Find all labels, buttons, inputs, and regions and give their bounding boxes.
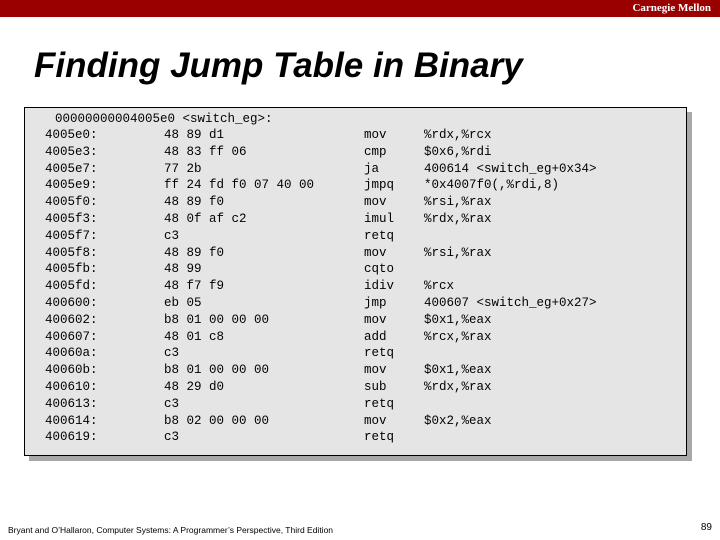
machine-bytes: 48 0f af c2 xyxy=(164,211,247,226)
instruction: mov xyxy=(364,413,387,428)
machine-bytes: 48 01 c8 xyxy=(164,329,225,344)
machine-bytes: b8 01 00 00 00 xyxy=(164,312,270,327)
operands: 400607 <switch_eg+0x27> xyxy=(424,295,597,310)
code-row xyxy=(25,413,686,430)
operands: $0x2,%eax xyxy=(424,413,492,428)
code-row xyxy=(25,245,686,262)
machine-bytes: 77 2b xyxy=(164,161,202,176)
machine-bytes: 48 89 f0 xyxy=(164,195,225,210)
machine-bytes: 48 83 ff 06 xyxy=(164,144,247,159)
instruction: sub xyxy=(364,379,387,394)
code-row xyxy=(25,295,686,312)
address: 400610: xyxy=(45,379,98,394)
instruction: jmp xyxy=(364,295,387,310)
machine-bytes: c3 xyxy=(164,228,180,243)
machine-bytes: c3 xyxy=(164,396,180,411)
address: 40060a: xyxy=(45,346,98,361)
machine-bytes: 48 99 xyxy=(164,262,202,277)
machine-bytes: c3 xyxy=(164,430,180,445)
operands: %rsi,%rax xyxy=(424,245,492,260)
code-row xyxy=(25,228,686,245)
machine-bytes: b8 01 00 00 00 xyxy=(164,363,270,378)
code-row xyxy=(25,396,686,413)
address: 4005fd: xyxy=(45,279,98,294)
machine-bytes: 48 f7 f9 xyxy=(164,279,225,294)
operands: %rdx,%rax xyxy=(424,379,492,394)
address: 400613: xyxy=(45,396,98,411)
disassembly-rows xyxy=(25,127,686,446)
code-row xyxy=(25,144,686,161)
machine-bytes: 48 89 f0 xyxy=(164,245,225,260)
brand-label: Carnegie Mellon xyxy=(632,2,711,14)
address: 400607: xyxy=(45,329,98,344)
address: 4005fb: xyxy=(45,262,98,277)
header-bar xyxy=(0,0,720,17)
operands: %rcx,%rax xyxy=(424,329,492,344)
operands: $0x1,%eax xyxy=(424,363,492,378)
address: 400619: xyxy=(45,430,98,445)
machine-bytes: ff 24 fd f0 07 40 00 xyxy=(164,178,315,193)
code-row xyxy=(25,127,686,144)
code-row xyxy=(25,261,686,278)
instruction: mov xyxy=(364,363,387,378)
code-row xyxy=(25,329,686,346)
code-row xyxy=(25,177,686,194)
instruction: retq xyxy=(364,430,395,445)
code-row xyxy=(25,194,686,211)
address: 4005e9: xyxy=(45,178,98,193)
address: 4005f0: xyxy=(45,195,98,210)
operands: 400614 <switch_eg+0x34> xyxy=(424,161,597,176)
operands: %rdx,%rcx xyxy=(424,128,492,142)
instruction: retq xyxy=(364,346,395,361)
machine-bytes: 48 89 d1 xyxy=(164,128,225,142)
instruction: mov xyxy=(364,312,387,327)
operands: $0x6,%rdi xyxy=(424,144,492,159)
address: 4005f8: xyxy=(45,245,98,260)
code-listing xyxy=(24,107,687,456)
instruction: mov xyxy=(364,245,387,260)
machine-bytes: eb 05 xyxy=(164,295,202,310)
instruction: mov xyxy=(364,128,387,142)
address: 400600: xyxy=(45,295,98,310)
address: 4005f7: xyxy=(45,228,98,243)
address: 400614: xyxy=(45,413,98,428)
instruction: retq xyxy=(364,396,395,411)
code-row xyxy=(25,312,686,329)
address: 400602: xyxy=(45,312,98,327)
machine-bytes: 48 29 d0 xyxy=(164,379,225,394)
instruction: jmpq xyxy=(364,178,395,193)
machine-bytes: c3 xyxy=(164,346,180,361)
code-row xyxy=(25,379,686,396)
address: 4005e0: xyxy=(45,128,98,142)
footer-citation: Bryant and O’Hallaron, Computer Systems: A Programmer’s Perspective, Third Edition xyxy=(8,525,334,535)
operands: %rsi,%rax xyxy=(424,195,492,210)
instruction: ja xyxy=(364,161,380,176)
address: 4005f3: xyxy=(45,211,98,226)
operands: $0x1,%eax xyxy=(424,312,492,327)
address: 40060b: xyxy=(45,363,98,378)
instruction: add xyxy=(364,329,387,344)
code-row xyxy=(25,278,686,295)
code-row xyxy=(25,429,686,446)
address: 4005e3: xyxy=(45,144,98,159)
machine-bytes: b8 02 00 00 00 xyxy=(164,413,270,428)
page-title: Finding Jump Table in Binary xyxy=(34,46,523,85)
operands: %rdx,%rax xyxy=(424,211,492,226)
function-header: 00000000004005e0 <switch_eg>: xyxy=(55,112,273,126)
code-row xyxy=(25,211,686,228)
operands: *0x4007f0(,%rdi,8) xyxy=(424,178,560,193)
operands: %rcx xyxy=(424,279,455,294)
instruction: cqto xyxy=(364,262,395,277)
instruction: mov xyxy=(364,195,387,210)
instruction: imul xyxy=(364,211,395,226)
code-row xyxy=(25,362,686,379)
instruction: retq xyxy=(364,228,395,243)
code-row xyxy=(25,161,686,178)
instruction: idiv xyxy=(364,279,395,294)
address: 4005e7: xyxy=(45,161,98,176)
code-row xyxy=(25,345,686,362)
instruction: cmp xyxy=(364,144,387,159)
page-number: 89 xyxy=(700,522,712,533)
